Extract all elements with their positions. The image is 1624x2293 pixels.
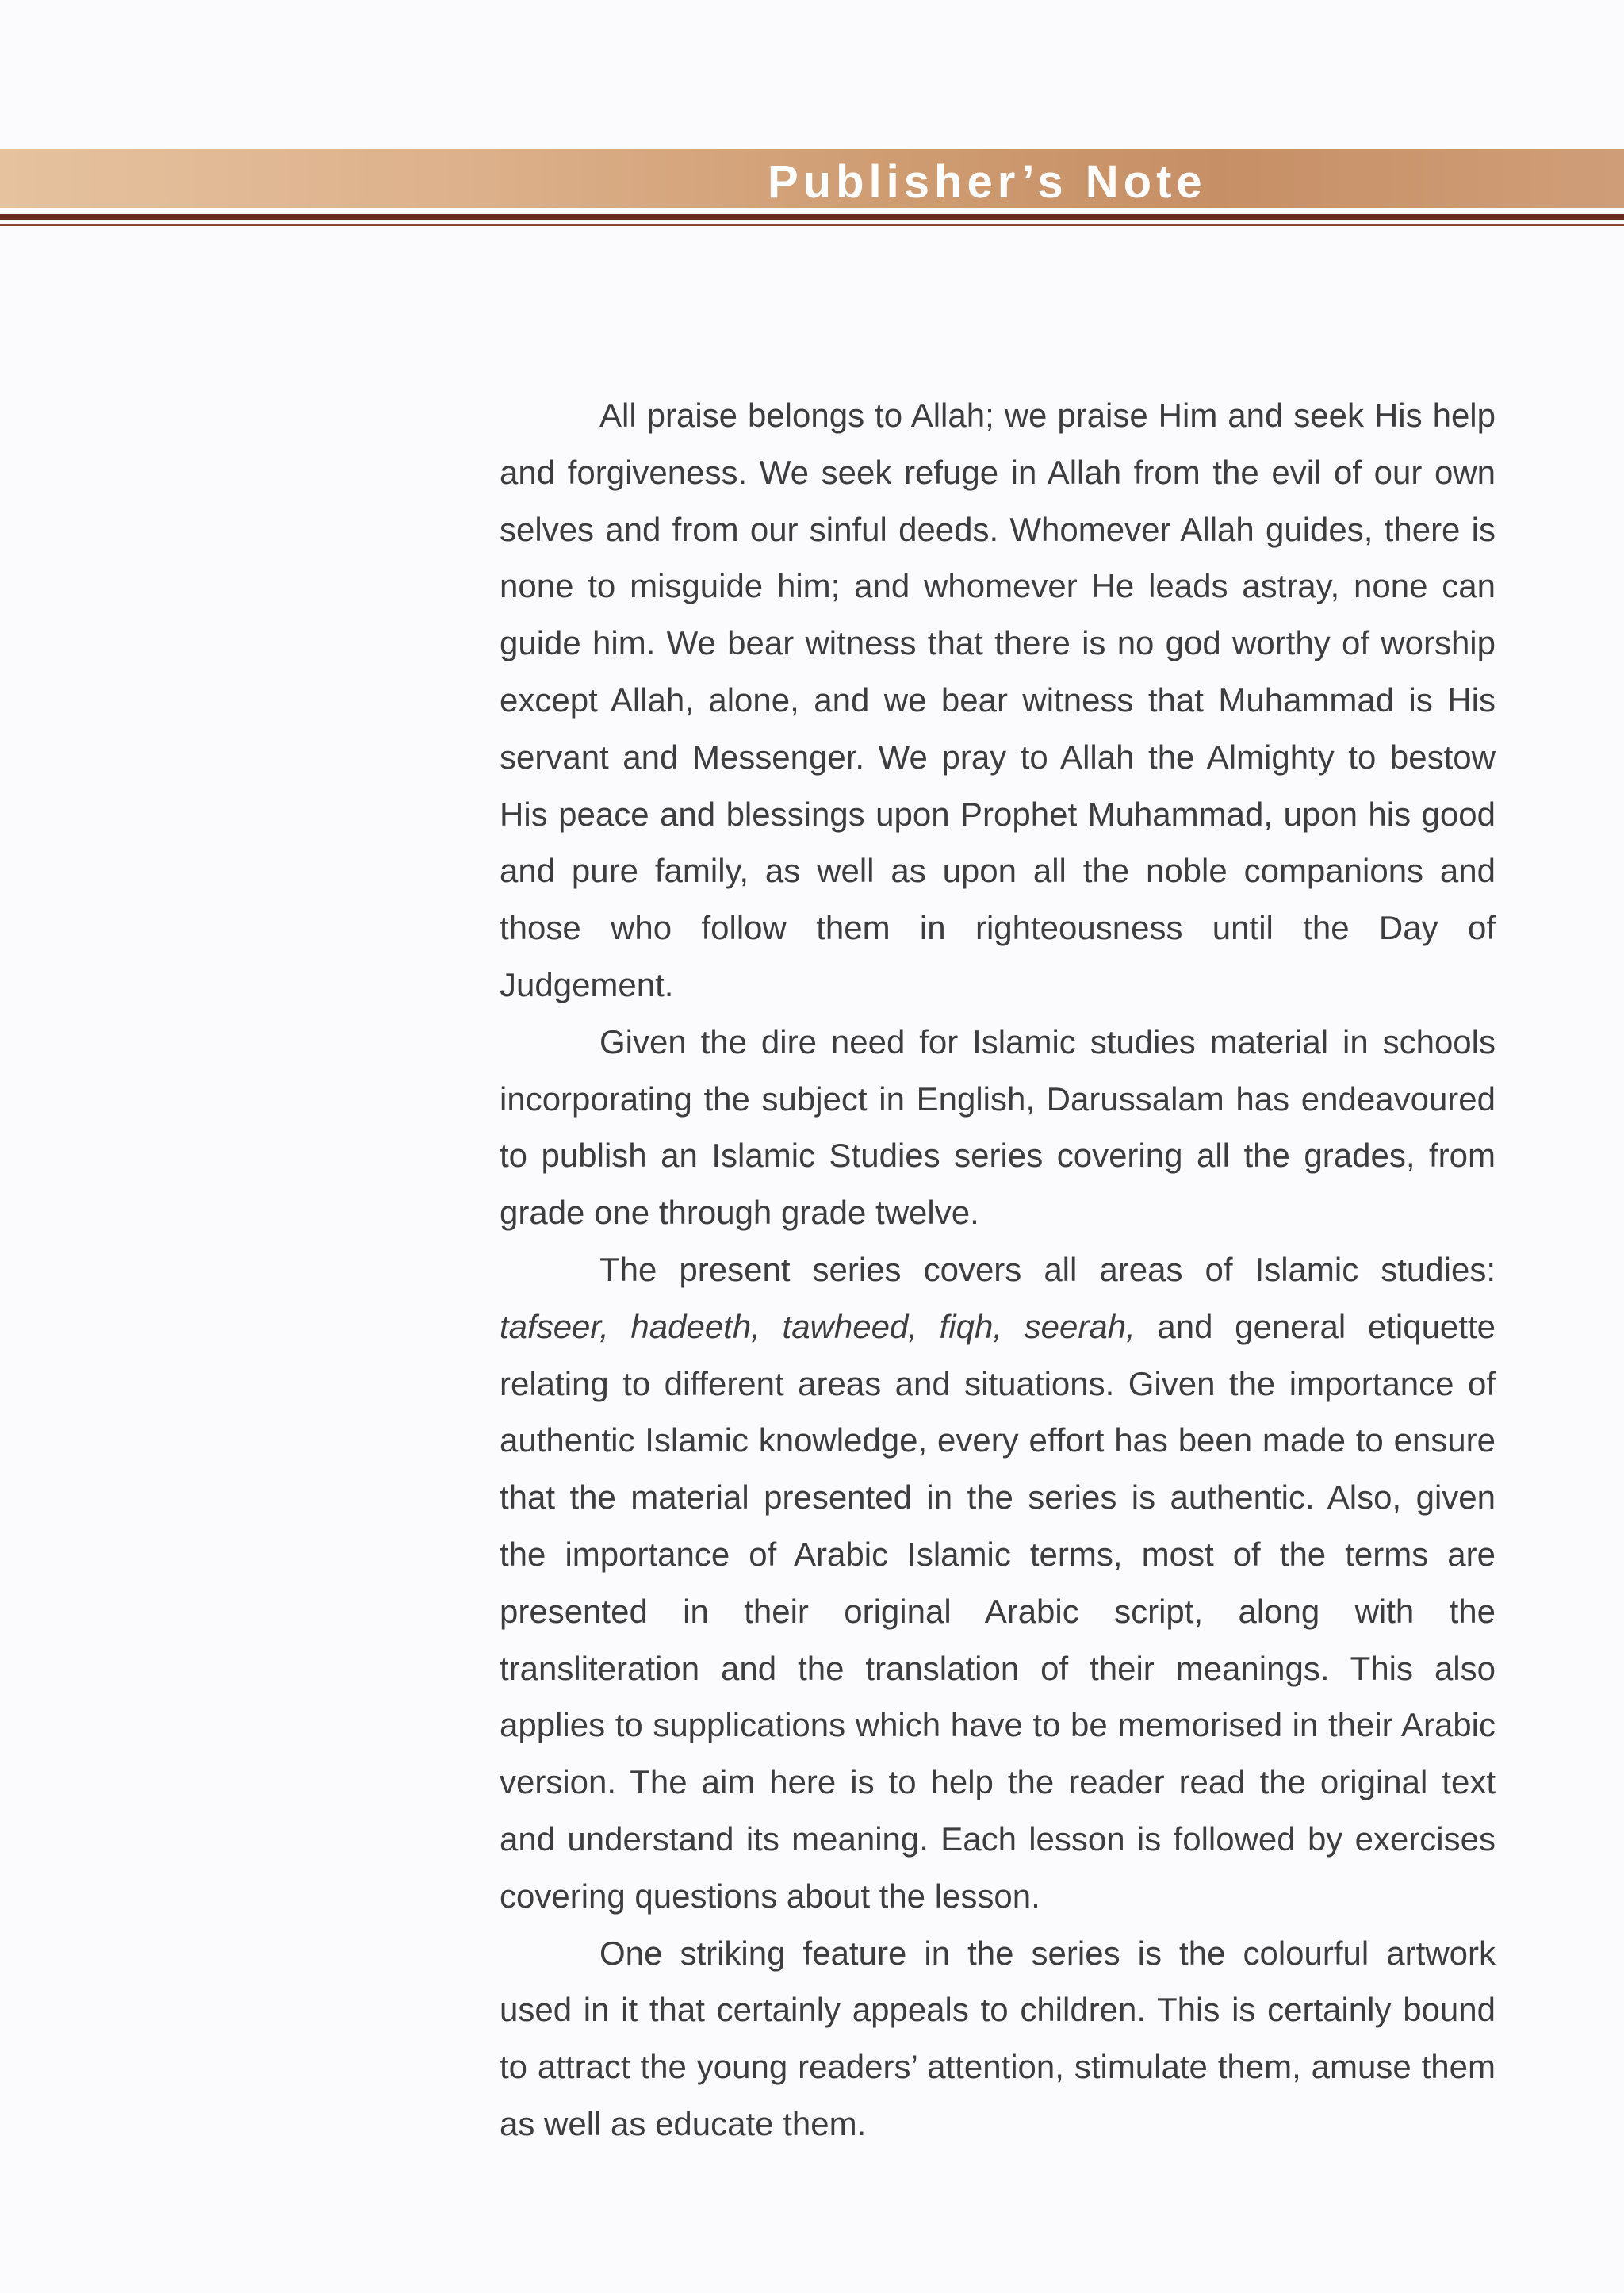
- text-segment: and general etiquette relating to different areas and situations. Given the importance of authentic Islamic knowledge, every effort has been made to ensure that the material presented in the series is authentic. Also, given the importance of Arabic Islamic terms, most of the terms are presented in their original Arabic script, along with the transliteration and the translation of their meanings. This also applies to supplications which have to be memorised in their Arabic version. The aim here is to help the reader read the original text and understand its meaning. Each lesson is followed by exercises covering questions about the lesson.: [500, 1307, 1496, 1915]
- paragraph: [500, 1014, 1496, 1241]
- paragraph: [500, 1925, 1496, 2153]
- paragraph: [500, 387, 1496, 1014]
- page-title: Publisher’s Note: [768, 156, 1207, 208]
- text-segment: Given the dire need for Islamic studies material in schools incorporating the subject in English, Darussalam has endeavoured to publish an Islamic Studies series covering all the grades, from grade one through grade twelve.: [500, 1022, 1496, 1232]
- text-segment: The present series covers all areas of Islamic studies:: [599, 1250, 1496, 1288]
- header-rule: [0, 214, 1624, 220]
- header-rule-thin: [0, 224, 1624, 226]
- text-segment: All praise belongs to Allah; we praise Him and seek His help and forgiveness. We seek refuge in Allah from the evil of our own selves and from our sinful deeds. Whomever Allah guides, there is none to misguide him; and whomever He leads astray, none can guide him. We bear witness that there is no god worthy of worship except Allah, alone, and we bear witness that Muhammad is His servant and Messenger. We pray to Allah the Almighty to bestow His peace and blessings upon Prophet Muhammad, upon his good and pure family, as well as upon all the noble companions and those who follow them in righteousness until the Day of Judgement.: [500, 397, 1496, 1003]
- paragraph: [500, 1241, 1496, 1925]
- text-segment: One striking feature in the series is the colourful artwork used in it that certainly appeals to children. This is certainly bound to attract the young readers’ attention, stimulate them, amuse them as well as educate them.: [500, 1934, 1496, 2142]
- italic-terms: tafseer, hadeeth, tawheed, fiqh, seerah,: [500, 1307, 1136, 1345]
- body-text: [500, 387, 1496, 2153]
